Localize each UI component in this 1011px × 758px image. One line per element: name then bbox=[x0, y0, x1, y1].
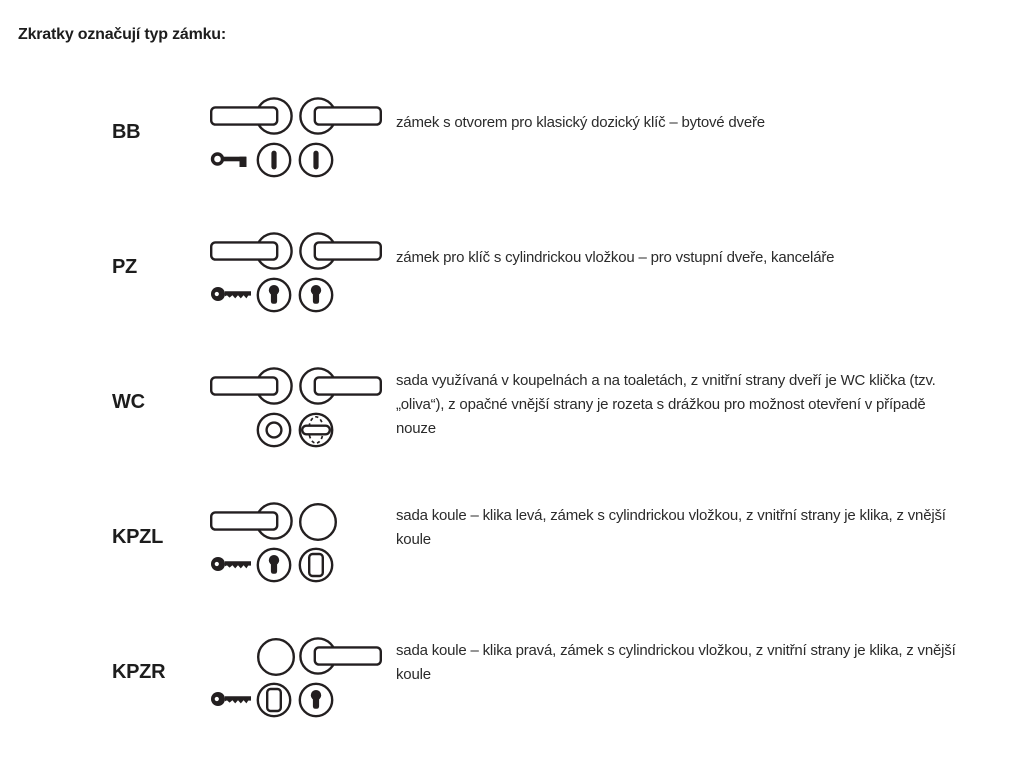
lever-handle-left-icon bbox=[210, 501, 294, 541]
lock-code-label: BB bbox=[112, 120, 141, 143]
lock-code-label: PZ bbox=[112, 255, 137, 278]
lock-description: zámek s otvorem pro klasický dozický klíč – bytové dveře bbox=[396, 113, 765, 131]
page-title: Zkratky označují typ zámku: bbox=[18, 26, 226, 43]
cylinder-key-icon bbox=[210, 686, 252, 712]
lock-icon-set-kpzr bbox=[210, 636, 396, 718]
lever-handle-right-icon bbox=[298, 96, 382, 136]
lever-handle-left-icon bbox=[210, 366, 294, 406]
knob-icon bbox=[298, 502, 338, 542]
lever-handle-left-icon bbox=[210, 231, 294, 271]
legend-row-kpzl bbox=[112, 501, 1011, 583]
slotted-rosette-icon bbox=[256, 412, 292, 448]
lock-description: zámek pro klíč s cylindrickou vložkou – pro vstupní dveře, kanceláře bbox=[396, 248, 835, 266]
lock-type-legend bbox=[0, 96, 1011, 718]
legend-row-pz bbox=[112, 231, 1011, 313]
keyhole-rosette-pz-icon bbox=[298, 682, 334, 718]
keyhole-rosette-pz-icon bbox=[298, 277, 334, 313]
lever-handle-right-icon bbox=[298, 636, 382, 676]
lock-description: sada koule – klika pravá, zámek s cylindrickou vložkou, z vnitřní strany je klika, z vnější koule bbox=[396, 641, 956, 683]
lock-icon-set-kpzl bbox=[210, 501, 396, 583]
wc-turn-rosette-icon bbox=[298, 412, 334, 448]
legend-row-wc bbox=[112, 366, 1011, 448]
lock-code-label: KPZR bbox=[112, 660, 166, 683]
knob-icon bbox=[256, 637, 296, 677]
lock-code-label: KPZL bbox=[112, 525, 164, 548]
keyhole-rosette-bb-icon bbox=[256, 142, 292, 178]
lock-icon-set-pz bbox=[210, 231, 396, 313]
lever-handle-right-icon bbox=[298, 366, 382, 406]
legend-row-kpzr bbox=[112, 636, 1011, 718]
blind-rosette-icon bbox=[256, 682, 292, 718]
keyhole-rosette-pz-icon bbox=[256, 277, 292, 313]
cylinder-key-icon bbox=[210, 551, 252, 577]
bit-key-icon bbox=[210, 146, 252, 172]
lock-description: sada využívaná v koupelnách a na toaletách, z vnitřní strany dveří je WC klička (tzv. „oliva“), z opačné vnější strany je rozeta s drážkou pro možnost otevření v případě nouze bbox=[396, 371, 936, 438]
lock-code-label: WC bbox=[112, 390, 145, 413]
lock-icon-set-wc bbox=[210, 366, 396, 448]
lock-icon-set-bb bbox=[210, 96, 396, 178]
blind-rosette-icon bbox=[298, 547, 334, 583]
keyhole-rosette-bb-icon bbox=[298, 142, 334, 178]
cylinder-key-icon bbox=[210, 281, 252, 307]
lever-handle-left-icon bbox=[210, 96, 294, 136]
keyhole-rosette-pz-icon bbox=[256, 547, 292, 583]
legend-row-bb bbox=[112, 96, 1011, 178]
lock-description: sada koule – klika levá, zámek s cylindrickou vložkou, z vnitřní strany je klika, z vnější koule bbox=[396, 506, 946, 548]
lever-handle-right-icon bbox=[298, 231, 382, 271]
